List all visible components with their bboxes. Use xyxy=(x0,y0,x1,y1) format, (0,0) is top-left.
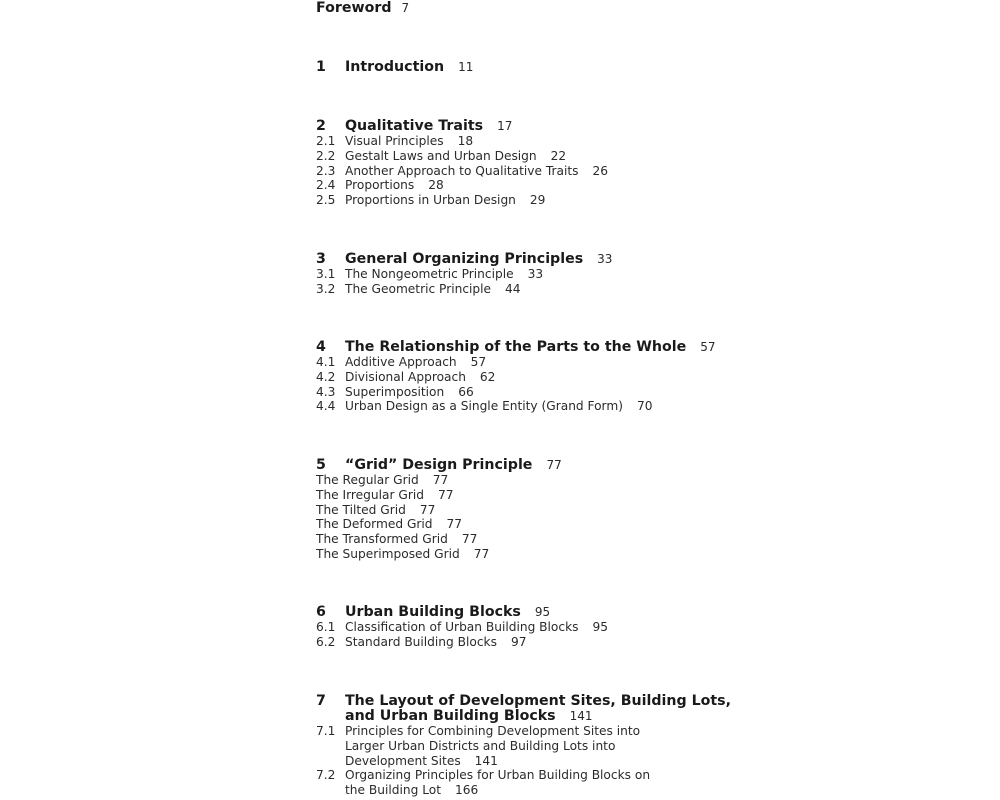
page-number: 95 xyxy=(534,605,551,619)
page-number: 77 xyxy=(473,546,490,561)
section-title: Standard Building Blocks xyxy=(345,634,497,649)
page-number: 33 xyxy=(527,267,544,281)
section-title: Gestalt Laws and Urban Design xyxy=(345,148,537,163)
chapter-number: 7 xyxy=(316,693,326,709)
section-title: The Nongeometric Principle xyxy=(345,267,514,281)
section-title-line: Principles for Combining Development Sites into xyxy=(345,724,641,738)
section-number: 4.3 xyxy=(316,384,336,399)
section-title-text: Development Sites xyxy=(345,753,461,768)
toc-section[interactable] xyxy=(316,370,736,385)
page-number: 26 xyxy=(592,163,609,178)
toc-section[interactable] xyxy=(316,635,736,650)
page-number: 62 xyxy=(479,369,496,384)
section-number: 2.4 xyxy=(316,178,336,193)
toc-section[interactable] xyxy=(316,547,736,562)
page-number: 17 xyxy=(497,119,513,133)
page-number: 77 xyxy=(432,473,449,487)
page-number: 77 xyxy=(461,532,478,547)
section-number: 3.2 xyxy=(316,281,336,296)
chapter-number: 6 xyxy=(316,604,326,620)
chapter-title-line: The Layout of Development Sites, Building Lots, xyxy=(345,693,731,709)
toc-chapter-1[interactable] xyxy=(316,60,736,75)
section-title-line xyxy=(345,783,650,798)
section-number: 7.1 xyxy=(316,724,336,738)
page-number: 11 xyxy=(458,60,474,74)
toc-section[interactable] xyxy=(316,532,736,547)
section-title: The Transformed Grid xyxy=(316,532,448,547)
section-number: 2.3 xyxy=(316,163,336,178)
chapter-number: 2 xyxy=(316,118,326,134)
page-number: 77 xyxy=(437,487,454,502)
section-title: Superimposition xyxy=(345,384,445,399)
section-title: Classification of Urban Building Blocks xyxy=(345,620,579,634)
toc-chapter-2[interactable] xyxy=(316,119,736,208)
section-number: 4.4 xyxy=(316,399,336,414)
toc-section[interactable] xyxy=(316,503,736,518)
toc-section[interactable] xyxy=(316,768,736,798)
toc-section[interactable] xyxy=(316,267,736,282)
chapter-title: “Grid” Design Principle xyxy=(345,457,533,473)
toc-section[interactable] xyxy=(316,473,736,488)
section-title: Additive Approach xyxy=(345,355,457,369)
section-title xyxy=(345,768,650,798)
page-number: 166 xyxy=(455,783,479,798)
page-number: 18 xyxy=(457,134,474,148)
section-number: 2.2 xyxy=(316,148,336,163)
section-number: 4.2 xyxy=(316,369,336,384)
toc-foreword[interactable] xyxy=(316,1,736,16)
section-number: 4.1 xyxy=(316,355,336,369)
section-number: 6.2 xyxy=(316,634,336,649)
toc-section[interactable] xyxy=(316,488,736,503)
toc-section[interactable] xyxy=(316,385,736,400)
chapter-title: Foreword xyxy=(316,0,392,16)
page-number: 66 xyxy=(458,384,474,399)
section-title: The Geometric Principle xyxy=(345,281,492,296)
section-title: Visual Principles xyxy=(345,134,444,148)
chapter-title-line xyxy=(345,709,731,724)
section-title-text: the Building Lot xyxy=(345,783,442,798)
page-number: 70 xyxy=(637,399,653,414)
toc-chapter-5[interactable] xyxy=(316,458,736,562)
section-title: Divisional Approach xyxy=(345,369,466,384)
toc-section[interactable] xyxy=(316,178,736,193)
toc-section[interactable] xyxy=(316,724,736,768)
section-title: The Deformed Grid xyxy=(316,517,433,532)
chapter-title: The Relationship of the Parts to the Whole xyxy=(345,339,687,355)
page-number: 7 xyxy=(401,1,410,15)
page-number: 22 xyxy=(550,148,567,163)
toc-section[interactable] xyxy=(316,355,736,370)
chapter-number: 1 xyxy=(316,59,326,75)
page-number: 77 xyxy=(546,458,562,472)
section-title: Proportions xyxy=(345,178,415,193)
toc-chapter-3[interactable] xyxy=(316,252,736,297)
toc-chapter-6[interactable] xyxy=(316,605,736,650)
page-number: 141 xyxy=(474,753,498,768)
section-number: 7.2 xyxy=(316,768,336,783)
page-number: 97 xyxy=(510,634,527,649)
section-number: 3.1 xyxy=(316,267,336,281)
section-title-line xyxy=(345,754,640,769)
chapter-title: Introduction xyxy=(345,59,445,75)
section-title: The Regular Grid xyxy=(316,473,419,487)
page-number: 77 xyxy=(446,517,463,532)
chapter-title-text: and Urban Building Blocks xyxy=(345,708,556,724)
page-number: 29 xyxy=(529,193,546,208)
section-title: The Tilted Grid xyxy=(316,502,406,517)
section-title xyxy=(345,724,640,768)
section-title-line: Organizing Principles for Urban Building Blocks on xyxy=(345,768,651,783)
section-title-line: Larger Urban Districts and Building Lots into xyxy=(345,738,616,753)
chapter-number: 5 xyxy=(316,457,326,473)
section-number: 2.5 xyxy=(316,193,336,208)
chapter-title xyxy=(345,694,731,724)
toc-chapter-4[interactable] xyxy=(316,340,736,414)
chapter-number: 3 xyxy=(316,251,326,267)
page-number: 77 xyxy=(419,502,436,517)
page-number: 95 xyxy=(592,620,609,634)
page-number: 33 xyxy=(597,252,613,266)
page-number: 57 xyxy=(470,355,487,369)
toc-section[interactable] xyxy=(316,193,736,208)
chapter-title: General Organizing Principles xyxy=(345,251,584,267)
section-title: Another Approach to Qualitative Traits xyxy=(345,163,579,178)
section-title: Urban Design as a Single Entity (Grand Form) xyxy=(345,399,623,414)
section-number: 6.1 xyxy=(316,620,336,634)
toc-section[interactable] xyxy=(316,620,736,635)
section-title: The Irregular Grid xyxy=(316,487,424,502)
toc-section[interactable] xyxy=(316,164,736,179)
toc-section[interactable] xyxy=(316,282,736,297)
page-number: 57 xyxy=(700,340,716,354)
toc-section[interactable] xyxy=(316,149,736,164)
section-title: The Superimposed Grid xyxy=(316,546,460,561)
toc-section[interactable] xyxy=(316,134,736,149)
chapter-number: 4 xyxy=(316,339,326,355)
toc-section[interactable] xyxy=(316,517,736,532)
toc-chapter-7[interactable] xyxy=(316,694,736,798)
section-number: 2.1 xyxy=(316,134,336,148)
page-number: 28 xyxy=(428,178,444,193)
toc-section[interactable] xyxy=(316,399,736,414)
chapter-title: Urban Building Blocks xyxy=(345,604,521,620)
section-title: Proportions in Urban Design xyxy=(345,193,516,208)
chapter-title: Qualitative Traits xyxy=(345,118,484,134)
page-number: 141 xyxy=(569,709,593,723)
page-number: 44 xyxy=(505,281,521,296)
